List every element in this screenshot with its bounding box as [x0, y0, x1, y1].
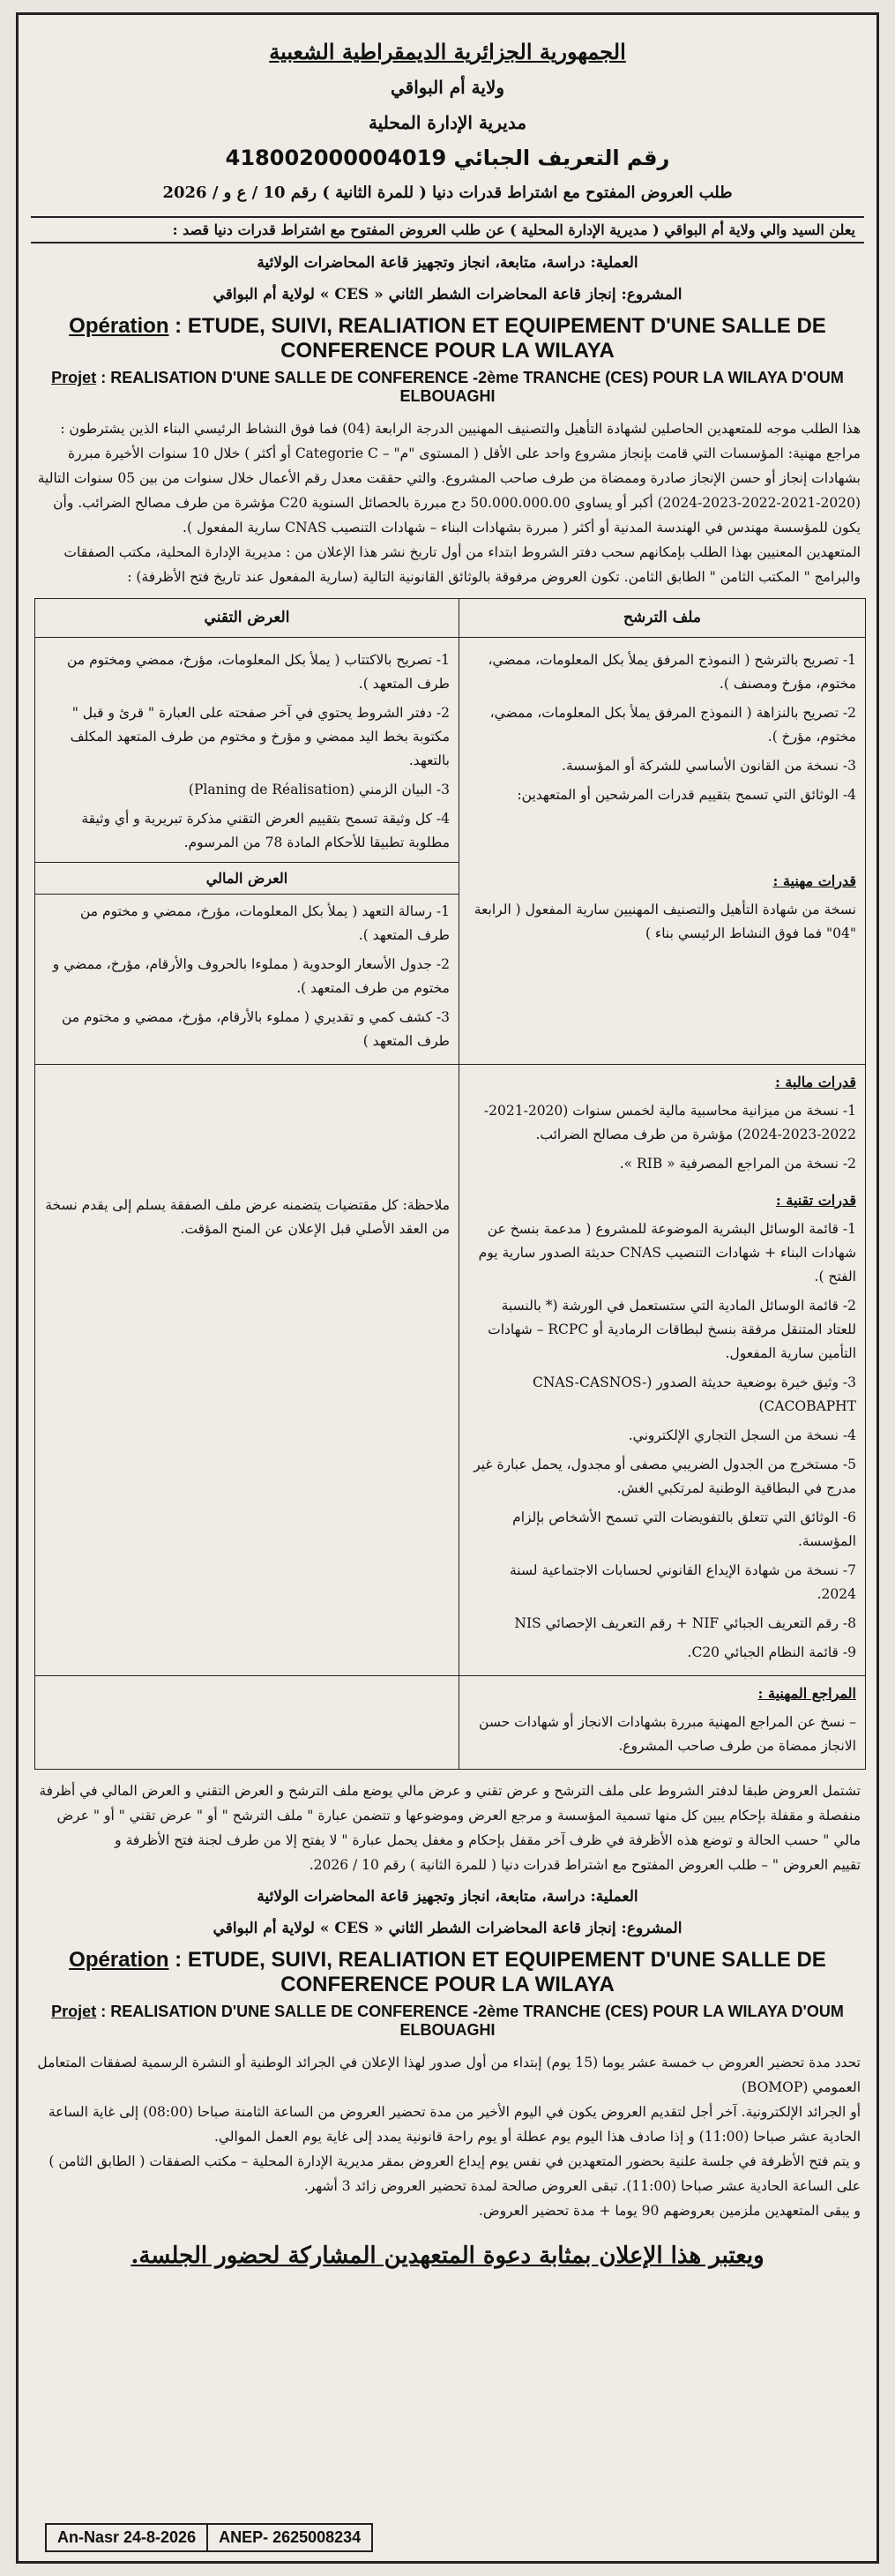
section-title: قدرات تقنية : [775, 1192, 856, 1209]
subject-project: المشروع: إنجاز قاعة المحاضرات الشطر الثاني « CES » لولاية أم البواقي [213, 286, 682, 303]
list-item: – نسخ عن المراجع المهنية مبررة بشهادات الانجاز أو شهادات حسن الانجاز ممضاة من طرف صاحب المشروع. [479, 1714, 856, 1754]
list-item: 2- جدول الأسعار الوحدوية ( مملوءا بالحروف والأرقام، مؤرخ، ممضي و مختوم من طرف المتعهد ). [52, 956, 450, 996]
paragraph: تحدد مدة تحضير العروض ب خمسة عشر يوما (15 يوم) إبتداء من أول صدور لهذا الإعلان في الجرائد الوطنية أو النشرة الرسمية لصفقات المتعامل العمومي (BOMOP) [37, 2055, 861, 2095]
paragraph: المتعهدين المعنيين بهذا الطلب بإمكانهم سحب دفتر الشروط ابتداء من أول تاريخ نشر هذا الإعلان من : مديرية الإدارة المحلية، مكتب الصفقات والبرامج " المكتب الثامن " الطابق الثامن. تكون العروض مرفوقة بالوثائق القانونية التالية (سارية المفعول عند تاريخ فتح الأظرفة) : [63, 544, 861, 585]
section-title: قدرات مهنية : [772, 872, 856, 889]
list-item: نسخة من شهادة التأهيل والتصنيف المهنيين سارية المفعول ( الرابعة "04" فما فوق النشاط الرئيسي بناء ) [474, 902, 856, 941]
call-reference: طلب العروض المفتوح مع اشتراط قدرات دنيا ( للمرة الثانية ) رقم 10 / ع و / 2026 [162, 183, 733, 202]
section-title: المراجع المهنية : [757, 1685, 856, 1702]
list-item: 1- رسالة التعهد ( يملأ بكل المعلومات، مؤرخ، ممضي و مختوم من طرف المتعهد ). [79, 903, 450, 943]
paragraph: هذا الطلب موجه للمتعهدين الحاصلين لشهادة التأهيل والتصنيف المهنيين الدرجة الرابعة (04) فما فوق النشاط الرئيسي البناء الذين يشترطون : [60, 421, 861, 437]
list-item: 1- قائمة الوسائل البشرية الموضوعة للمشروع ( مدعمة بنسخ عن شهادات البناء + شهادات التنصيب CNAS حديثة الصدور سارية يوم الفتح ). [478, 1221, 856, 1284]
list-item: 3- وثيق خيرة بوضعية حديثة الصدور (CNAS-CASNOS-CACOBAPHT) [532, 1374, 856, 1414]
paragraph: و يتم فتح الأظرفة في جلسة علنية بحضور المتعهدين في نفس يوم إيداع العروض بمقر مديرية الإدارة المحلية – مكتب الصفقات ( الطابق الثامن ) على الساعة الحادية عشر صباحا (11:00). تبقى العروض صالحة لمدة تحضير العروض زائد 3 أشهر. [48, 2153, 861, 2194]
subject-operation-repeat: العملية: دراسة، متابعة، انجاز وتجهيز قاعة المحاضرات الولائية [257, 1888, 638, 1906]
header [19, 34, 876, 211]
list-item: 5- مستخرج من الجدول الضريبي مصفى أو مجدول، يحمل عبارة غير مدرج في البطاقية الوطنية لمرتكبي الغش. [474, 1456, 856, 1496]
list-item: 4- نسخة من السجل التجاري الإلكتروني. [628, 1427, 856, 1443]
list-item: 1- نسخة من ميزانية محاسبية مالية لخمس سنوات (2020-2021-2022-2023-2024) مؤشرة من طرف مصالح الضرائب. [483, 1103, 856, 1142]
newspaper-date: An-Nasr 24-8-2026 [57, 2528, 197, 2546]
intro-strip: يعلن السيد والي ولاية أم البواقي ( مديرية الإدارة المحلية ) عن طلب العروض المفتوح مع اشتراط قدرات دنيا قصد : [31, 216, 864, 243]
project-line [19, 369, 876, 406]
operation-line [19, 314, 876, 363]
empty-cell [35, 1676, 459, 1770]
list-item: 2- تصريح بالنزاهة ( النموذج المرفق يملأ بكل المعلومات، ممضي، مختوم، مؤرخ ). [489, 705, 856, 745]
list-item: 2- دفتر الشروط يحتوي في آخر صفحته على العبارة " قرئ و قبل " مكتوبة بخط اليد ممضي و مؤرخ و مختوم من طرف المتعهد المكلف بالتعهد. [70, 705, 450, 768]
list-item: 3- نسخة من القانون الأساسي للشركة أو المؤسسة. [562, 758, 856, 774]
candidature-cell [459, 638, 866, 1065]
paragraph: مراجع مهنية: المؤسسات التي قامت بإنجاز مشروع واحد على الأقل ( المستوى "م" – Categorie C أو أكثر ) خلال 10 سنوات الأخيرة مبررة بشهادات إنجاز أو حسن الإنجاز صادرة وممضاة من طرف صاحب المشروع. والتي حققت معدل رقم الأعمال خلال سنوات من بين 05 سنوات التالية (2020-2021-2022-2023-2024) أكبر أو يساوي 50.000.000.00 دج مبررة بالحصائل السنوية C20 مؤشرة من طرف مصالح الضرائب. وأن يكون للمؤسسة مهندس في الهندسة المدنية أو أكثر ( مبررة بشهادات البناء – شهادات التنصيب CNAS سارية المفعول ). [37, 446, 861, 535]
list-item: 7- نسخة من شهادة الإيداع القانوني لحسابات الاجتماعية لسنة 2024. [509, 1562, 856, 1602]
list-item: 3- البيان الزمني (Planing de Réalisation) [188, 782, 450, 798]
list-item: 8- رقم التعريف الجبائي NIF + رقم التعريف الإحصائي NIS [514, 1615, 856, 1631]
project-text: : REALISATION D'UNE SALLE DE CONFERENCE -2ème TRANCHE (CES) POUR LA WILAYA D'OUM ELBOUAGHI [101, 369, 844, 405]
project-text: : REALISATION D'UNE SALLE DE CONFERENCE -2ème TRANCHE (CES) POUR LA WILAYA D'OUM ELBOUAGHI [101, 2003, 844, 2039]
wilaya-name: ولاية أم البواقي [390, 77, 505, 98]
republic-title: الجمهورية الجزائرية الديمقراطية الشعبية [269, 39, 626, 64]
project-line-repeat [19, 2003, 876, 2040]
project-label: Projet [51, 369, 97, 386]
project-label: Projet [51, 2003, 97, 2020]
list-item: 4- كل وثيقة تسمح بتقييم العرض التقني مذكرة تبريرية و أي وثيقة مطلوبة تطبيقا للأحكام المادة 78 من المرسوم. [35, 807, 459, 863]
capacities-cell [459, 1065, 866, 1676]
paragraph: و يبقى المتعهدين ملزمين بعروضهم 90 يوما + مدة تحضير العروض. [478, 2203, 861, 2219]
operation-text: : ETUDE, SUIVI, REALIATION ET EQUIPEMENT D'UNE SALLE DE CONFERENCE POUR LA WILAYA [175, 314, 826, 363]
subject-project-repeat: المشروع: إنجاز قاعة المحاضرات الشطر الثاني « CES » لولاية أم البواقي [213, 1920, 682, 1937]
operation-label: Opération [69, 314, 169, 338]
operation-text: : ETUDE, SUIVI, REALIATION ET EQUIPEMENT D'UNE SALLE DE CONFERENCE POUR LA WILAYA [175, 1948, 826, 1996]
list-item: 4- الوثائق التي تسمح بتقييم قدرات المرشحين أو المتعهدين: [517, 787, 856, 803]
announcement-page [16, 12, 879, 2564]
list-item: 2- قائمة الوسائل المادية التي ستستعمل في الورشة (* بالنسبة للعتاد المتنقل مرفقة بنسخ لبطاقات الرمادية أو RCPC – شهادات التأمين سارية المفعول. [488, 1298, 856, 1361]
paragraph: أو الجرائد الإلكترونية. آخر أجل لتقديم العروض يكون في اليوم الأخير من مدة تحضير العروض من الساعة الثامنة صباحا (08:00) إلى غاية الساعة الحادية عشر صباحا (11:00) و إذا صادف هذا اليوم يوم عطلة أو يوم راحة قانونية يمدد إلى غاية يوم العمل الموالي. [48, 2104, 861, 2145]
paragraph: تشتمل العروض طبقا لدفتر الشروط على ملف الترشح و عرض تقني و عرض مالي يوضع ملف الترشح و العرض التقني و العرض المالي في أظرفة منفصلة و مقفلة بإحكام يبين كل منها تسمية المؤسسة و مرجع العرض وموضوعها و تتضمن عبارة " ملف الترشح " أو " عرض تقني " أو " عرض مالي " حسب الحالة و توضع هذه الأظرفة في ظرف آخر مقفل بإحكام و مغفل يحمل عبارة " لا يفتح إلا من طرف لجنة فتح الأظرفة و [39, 1783, 861, 1848]
list-item: 1- تصريح بالاكتتاب ( يملأ بكل المعلومات، مؤرخ، ممضي ومختوم من طرف المتعهد ). [67, 652, 450, 692]
list-item: 2- نسخة من المراجع المصرفية « RIB ». [619, 1156, 856, 1172]
list-item: 3- كشف كمي و تقديري ( مملوء بالأرقام، مؤرخ، ممضي و مختوم من طرف المتعهد ) [62, 1009, 450, 1049]
requirements-table [34, 598, 866, 1770]
section-title: قدرات مالية : [774, 1074, 856, 1090]
column-head-candidature: ملف الترشح [459, 599, 866, 638]
list-item: 1- تصريح بالترشح ( النموذج المرفق يملأ بكل المعلومات، ممضي، مختوم، مؤرخ ومصنف ). [488, 652, 856, 692]
operation-label: Opération [69, 1948, 169, 1972]
direction-name: مديرية الإدارة المحلية [368, 112, 527, 133]
financial-offer-head: العرض المالي [35, 863, 459, 895]
paragraph: تقييم العروض " – طلب العروض المفتوح مع اشتراط قدرات دنيا ( للمرة الثانية ) رقم 10 / 2026. [309, 1857, 861, 1873]
list-item: 6- الوثائق التي تتعلق بالتفويضات التي تسمح الأشخاص بإلزام المؤسسة. [512, 1509, 856, 1549]
note-cell [35, 1065, 459, 1676]
list-item: 9- قائمة النظام الجبائي C20. [687, 1644, 856, 1660]
anep-reference: ANEP- 2625008234 [206, 2525, 371, 2550]
publication-footer [45, 2523, 373, 2552]
references-cell [459, 1676, 866, 1770]
note-text: ملاحظة: كل مقتضيات يتضمنه عرض ملف الصفقة يسلم إلى يقدم نسخة من العقد الأصلي قبل الإعلان عن المنح المؤقت. [45, 1197, 450, 1237]
final-invitation: ويعتبر هذا الإعلان بمثابة دعوة المتعهدين المشاركة لحضور الجلسة. [131, 2243, 764, 2269]
technical-cell [35, 638, 459, 1065]
subject-operation: العملية: دراسة، متابعة، انجاز وتجهيز قاعة المحاضرات الولائية [257, 254, 638, 272]
column-head-technical: العرض التقني [35, 599, 459, 638]
tax-id: رقم التعريف الجبائي 418002000004019 [225, 146, 670, 170]
operation-line-repeat [19, 1948, 876, 1997]
